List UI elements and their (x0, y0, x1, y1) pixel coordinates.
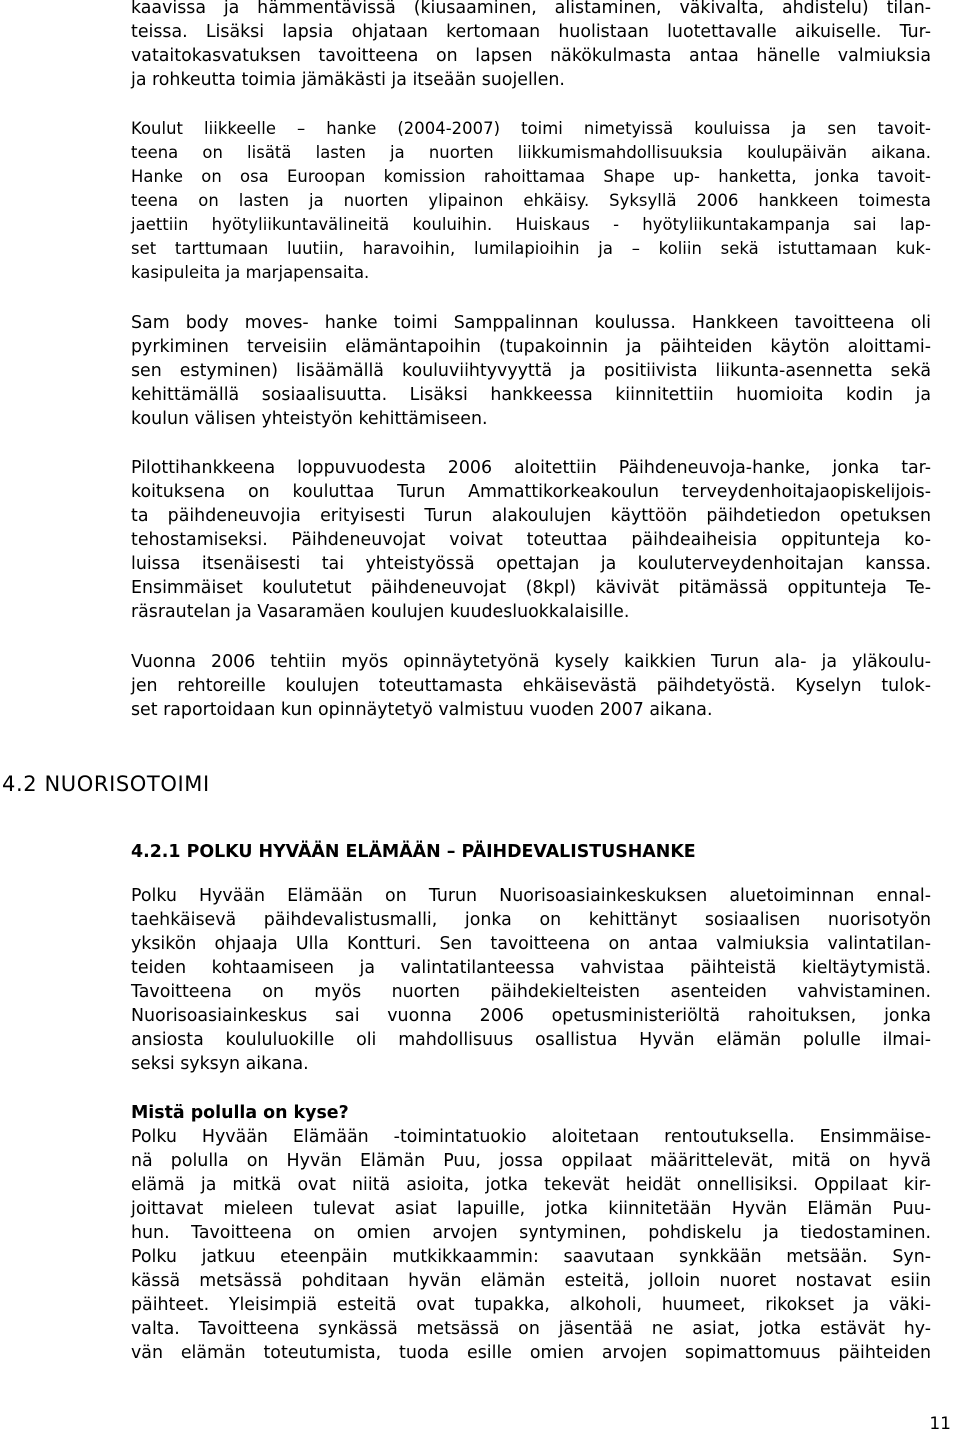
text-line: yksikön ohjaaja Ulla Kontturi. Sen tavoitteena on antaa valmiuksia valintatilan- (131, 934, 931, 954)
text-line: vataitokasvatuksen tavoitteena on lapsen näkökulmasta antaa hänelle valmiuksia (131, 46, 931, 66)
text-line: taehkäisevä päihdevalistusmalli, jonka on kehittänyt sosiaalisen nuorisotyön (131, 910, 931, 930)
text-line: Polku Hyvään Elämään on Turun Nuorisoasiainkeskuksen aluetoiminnan ennal- (131, 886, 931, 906)
text-line: pyrkiminen terveisiin elämäntapoihin (tupakoinnin ja päihteiden käytön aloittami- (131, 337, 931, 357)
text-line: Polku jatkuu eteenpäin mutkikkaammin: saavutaan synkkään metsään. Syn- (131, 1247, 931, 1267)
text-line: Pilottihankkeena loppuvuodesta 2006 aloitettiin Päihdeneuvoja-hanke, jonka tar- (131, 458, 931, 478)
page-number: 11 (929, 1414, 951, 1434)
text-line: Sam body moves- hanke toimi Samppalinnan koulussa. Hankkeen tavoitteena oli (131, 313, 931, 333)
text-line: jaettiin hyötyliikuntavälineitä kouluihin. Huiskaus - hyötyliikuntakampanja sai lap- (131, 215, 931, 234)
text-line: Polku Hyvään Elämään -toimintatuokio aloitetaan rentoutuksella. Ensimmäise- (131, 1127, 931, 1147)
text-line: Ensimmäiset koulutetut päihdeneuvojat (8kpl) kävivät pitämässä oppitunteja Te- (131, 578, 931, 598)
subsection-heading: 4.2.1 POLKU HYVÄÄN ELÄMÄÄN – PÄIHDEVALISTUSHANKE (131, 842, 696, 862)
text-line: Tavoitteena on myös nuorten päihdekielteisten asenteiden vahvistaminen. (131, 982, 931, 1002)
text-line: koulun välisen yhteistyön kehittämiseen. (131, 409, 488, 429)
text-line: ja rohkeutta toimia jämäkästi ja itseään suojellen. (131, 70, 565, 90)
text-line: luissa itsenäisesti tai yhteistyössä opettajan ja kouluterveydenhoitajan kanssa. (131, 554, 931, 574)
text-line: ta päihdeneuvojia erityisesti Turun alakoulujen käyttöön päihdetiedon opetuksen (131, 506, 931, 526)
text-line: joittavat mieleen tulevat asiat lapuille, jotka kiinnitetään Hyvän Elämän Puu- (131, 1199, 931, 1219)
text-line: kehittämällä sosiaalisuutta. Lisäksi hankkeessa kiinnitettiin huomioita kodin ja (131, 385, 931, 405)
text-line: set raportoidaan kun opinnäytetyö valmistuu vuoden 2007 aikana. (131, 700, 713, 720)
text-line: koituksena on kouluttaa Turun Ammattikorkeakoulun terveydenhoitajaopiskelijois- (131, 482, 931, 502)
text-line: nä polulla on Hyvän Elämän Puu, jossa oppilaat määrittelevät, mitä on hyvä (131, 1151, 931, 1171)
text-line: elämä ja mitkä ovat niitä asioita, jotka tekevät heidät onnellisiksi. Oppilaat kir- (131, 1175, 931, 1195)
text-line: jen rehtoreille koulujen toteuttamasta ehkäisevästä päihdetyöstä. Kyselyn tulok- (131, 676, 931, 696)
text-line: teena on lasten ja nuorten ylipainon ehkäisy. Syksyllä 2006 hankkeen toimesta (131, 191, 931, 210)
text-line: teissa. Lisäksi lapsia ohjataan kertomaan huolistaan luotettavalle aikuiselle. Tur- (131, 22, 931, 42)
text-line: päihteet. Yleisimpiä esteitä ovat tupakka, alkoholi, huumeet, rikokset ja väki- (131, 1295, 931, 1315)
text-line: vän elämän toteutumista, tuoda esille omien arvojen sopimattomuus päihteiden (131, 1343, 931, 1363)
text-line: Hanke on osa Euroopan komission rahoittamaa Shape up- hanketta, jonka tavoit- (131, 167, 931, 186)
text-line: Vuonna 2006 tehtiin myös opinnäytetyönä kysely kaikkien Turun ala- ja yläkoulu- (131, 652, 931, 672)
text-line: sen estyminen) lisäämällä kouluviihtyvyyttä ja positiivista liikunta-asennetta sekä (131, 361, 931, 381)
text-line: ansiosta koululuokille oli mahdollisuus osallistua Hyvän elämän polulle ilmai- (131, 1030, 931, 1050)
mista-heading: Mistä polulla on kyse? (131, 1103, 349, 1123)
text-line: kaavissa ja hämmentävissä (kiusaaminen, alistaminen, väkivalta, ahdistelu) tilan- (131, 0, 931, 18)
section-heading: 4.2 NUORISOTOIMI (2, 772, 210, 796)
text-line: teiden kohtaamiseen ja valintatilanteessa vahvistaa päihteistä kieltäytymistä. (131, 958, 931, 978)
text-line: Koulut liikkeelle – hanke (2004-2007) toimi nimetyissä kouluissa ja sen tavoit- (131, 119, 931, 138)
text-line: seksi syksyn aikana. (131, 1054, 309, 1074)
text-line: valta. Tavoitteena synkässä metsässä on jäsentää ne asiat, jotka estävät hy- (131, 1319, 931, 1339)
text-line: Nuorisoasiainkeskus sai vuonna 2006 opetusministeriöltä rahoituksen, jonka (131, 1006, 931, 1026)
text-line: kasipuleita ja marjapensaita. (131, 263, 370, 282)
text-line: teena on lisätä lasten ja nuorten liikkumismahdollisuuksia koulupäivän aikana. (131, 143, 931, 162)
text-line: kässä metsässä pohditaan hyvän elämän esteitä, jolloin nuoret nostavat esiin (131, 1271, 931, 1291)
text-line: set tarttumaan luutiin, haravoihin, lumilapioihin ja – koliin sekä istuttamaan kuk- (131, 239, 931, 258)
text-line: tehostamiseksi. Päihdeneuvojat voivat toteuttaa päihdeaiheisia oppitunteja ko- (131, 530, 931, 550)
text-line: räsrautelan ja Vasaramäen koulujen kuudesluokkalaisille. (131, 602, 630, 622)
text-line: hun. Tavoitteena on omien arvojen syntyminen, pohdiskelu ja tiedostaminen. (131, 1223, 931, 1243)
